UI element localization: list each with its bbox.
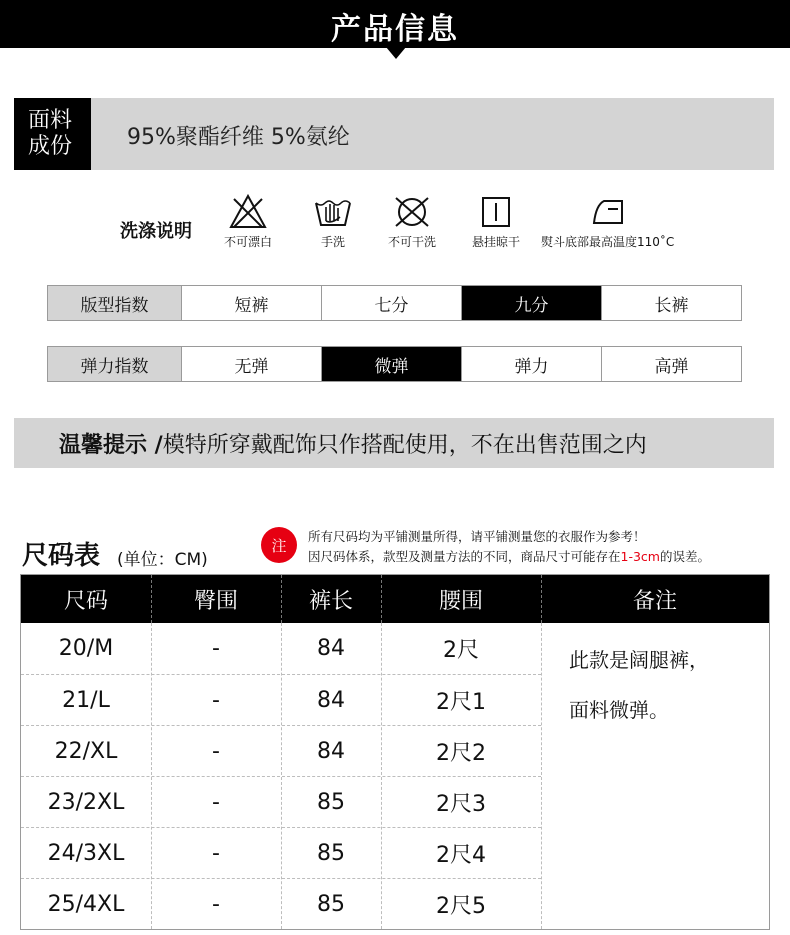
banner-pointer — [386, 47, 406, 59]
table-row — [21, 827, 541, 878]
tip-label: 温馨提示 / — [59, 432, 163, 458]
cell-waist: 2尺5 — [436, 894, 486, 919]
cell-size: 25/4XL — [47, 892, 125, 917]
size-table-header — [21, 575, 769, 623]
remark-line-2: 面料微弹。 — [569, 698, 669, 722]
length-option-ninth-selected: 九分 — [461, 286, 601, 320]
cell-waist: 2尺1 — [436, 690, 486, 715]
wash-item-hand-wash — [313, 193, 353, 250]
size-table — [20, 574, 770, 930]
wash-title: 洗涤说明 — [120, 221, 192, 242]
fabric-label-line1: 面料 — [28, 108, 73, 133]
note-badge: 注 — [261, 527, 297, 563]
wash-item-iron — [541, 193, 674, 250]
cell-length: 85 — [317, 841, 345, 866]
no-dry-clean-icon — [392, 193, 432, 231]
tip-text: 模特所穿戴配饰只作搭配使用，不在出售范围之内 — [162, 432, 647, 458]
cell-hip: - — [212, 841, 220, 866]
cell-size: 20/M — [58, 636, 114, 661]
header-waist: 腰围 — [438, 588, 483, 614]
table-row — [21, 674, 541, 725]
length-index-label: 版型指数 — [48, 286, 181, 320]
wash-label: 手洗 — [320, 235, 345, 249]
cell-length: 84 — [317, 636, 345, 661]
wash-label: 悬挂晾干 — [472, 235, 521, 249]
note-line-1: 所有尺码均为平铺测量所得，请平铺测量您的衣服作为参考！ — [308, 529, 646, 544]
cell-hip: - — [212, 739, 220, 764]
tip-row — [14, 418, 774, 468]
cell-waist: 2尺4 — [436, 843, 486, 868]
remark-line-1: 此款是阔腿裤， — [569, 648, 709, 672]
cell-size: 24/3XL — [47, 841, 125, 866]
stretch-option-high: 高弹 — [601, 347, 741, 381]
wash-label: 不可漂白 — [224, 235, 273, 249]
note-line-2 — [308, 547, 710, 565]
header-size: 尺码 — [63, 588, 108, 614]
speck — [694, 3, 697, 6]
stretch-option-none: 无弹 — [181, 347, 321, 381]
fabric-label — [14, 98, 91, 170]
cell-size: 21/L — [62, 688, 110, 713]
header-remark: 备注 — [632, 588, 677, 614]
header-divider — [281, 575, 282, 623]
page-title: 产品信息 — [331, 12, 459, 47]
length-option-full: 长裤 — [601, 286, 741, 320]
wash-item-no-bleach — [224, 193, 272, 250]
cell-hip: - — [212, 688, 220, 713]
wash-label: 不可干洗 — [388, 235, 437, 249]
cell-waist: 2尺2 — [436, 741, 486, 766]
stretch-option-slight-selected: 微弹 — [321, 347, 461, 381]
table-row — [21, 878, 541, 929]
wash-item-hang-dry — [472, 193, 520, 250]
cell-size: 22/XL — [54, 739, 118, 764]
length-index-row — [47, 285, 742, 321]
wash-item-no-dry-clean — [388, 193, 436, 250]
fabric-row — [14, 98, 774, 170]
hand-wash-icon — [313, 193, 353, 231]
cell-size: 23/2XL — [47, 790, 125, 815]
fabric-label-line2: 成份 — [28, 134, 73, 159]
header-divider — [151, 575, 152, 623]
size-chart-title: 尺码表 — [22, 541, 101, 571]
cell-hip: - — [212, 892, 220, 917]
hang-dry-icon — [476, 193, 516, 231]
iron-icon — [588, 193, 628, 231]
stretch-index-label: 弹力指数 — [48, 347, 181, 381]
cell-length: 84 — [317, 688, 345, 713]
stretch-option-stretch: 弹力 — [461, 347, 601, 381]
note-line-2-text: 因尺码体系，款型及测量方法的不同，商品尺寸可能存在 — [308, 549, 621, 564]
cell-length: 84 — [317, 739, 345, 764]
fabric-value: 95%聚酯纤维 5%氨纶 — [127, 125, 350, 150]
header-divider — [381, 575, 382, 623]
cell-length: 85 — [317, 790, 345, 815]
note-error-range: 1-3cm — [620, 549, 660, 564]
stretch-index-row — [47, 346, 742, 382]
cell-hip: - — [212, 790, 220, 815]
length-option-cropped: 七分 — [321, 286, 461, 320]
table-row — [21, 725, 541, 776]
table-row — [21, 776, 541, 827]
cell-waist: 2尺 — [443, 638, 479, 663]
header-length: 裤长 — [308, 588, 353, 614]
length-option-short: 短裤 — [181, 286, 321, 320]
size-chart-unit: (单位：CM) — [117, 550, 208, 570]
cell-waist: 2尺3 — [436, 792, 486, 817]
column-divider — [541, 623, 542, 929]
cell-hip: - — [212, 636, 220, 661]
speck — [716, 14, 720, 18]
no-bleach-icon — [228, 193, 268, 231]
wash-label: 熨斗底部最高温度110˚C — [541, 235, 675, 249]
note-line-2-end: 的误差。 — [659, 549, 710, 564]
header-divider — [541, 575, 542, 623]
cell-length: 85 — [317, 892, 345, 917]
table-row — [21, 623, 541, 674]
remark-text — [569, 635, 709, 735]
header-hip: 臀围 — [193, 588, 238, 614]
header-banner — [0, 0, 790, 48]
